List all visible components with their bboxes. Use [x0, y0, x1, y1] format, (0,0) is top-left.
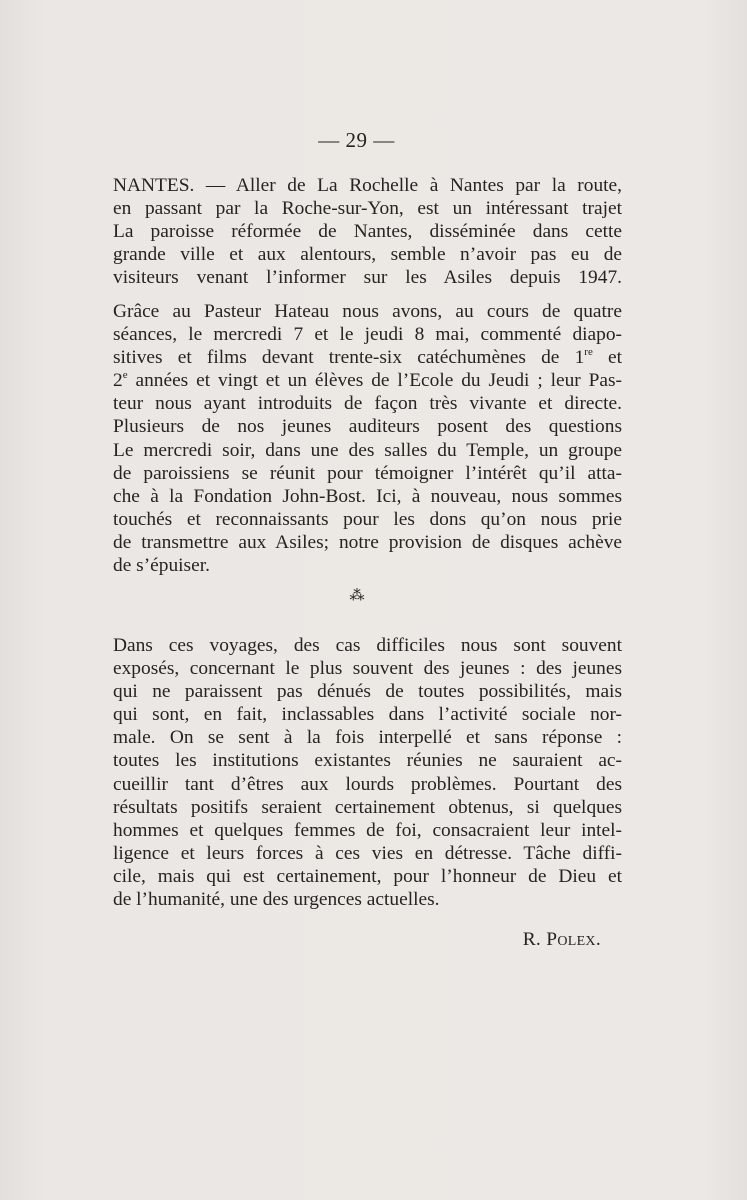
text-line: NANTES. — Aller de La Rochelle à Nantes par la route,	[113, 175, 622, 196]
text-line: toutes les institutions existantes réunies ne sauraient ac-	[113, 750, 622, 772]
text-line: de s’épuiser.	[113, 555, 210, 577]
text-line-with-superscript	[113, 369, 622, 392]
text-line: che à la Fondation John-Bost. Ici, à nouveau, nous sommes	[113, 485, 622, 507]
page-number: — 29 —	[318, 128, 395, 152]
text-line: séances, le mercredi 7 et le jeudi 8 mai, commenté diapo-	[113, 324, 622, 346]
text-line: Le mercredi soir, dans une des salles du Temple, un groupe	[113, 439, 622, 461]
text-line: teur nous ayant introduits de façon très vivante et directe.	[113, 393, 622, 415]
text-line: de transmettre aux Asiles; notre provision de disques achève	[113, 531, 622, 553]
text-segment: sitives et films devant trente-six catéchumènes de 1	[113, 347, 585, 369]
text-line-with-superscript	[113, 346, 622, 369]
text-line: visiteurs venant l’informer sur les Asiles depuis 1947.	[113, 267, 622, 289]
text-line: Plusieurs de nos jeunes auditeurs posent des questions	[113, 416, 622, 438]
text-segment: et	[592, 347, 622, 369]
text-line: La paroisse réformée de Nantes, disséminée dans cette	[113, 221, 622, 243]
text-line: qui ne paraissent pas dénués de toutes possibilités, mais	[113, 681, 622, 703]
text-line: de paroissiens se réunit pour témoigner l’intérêt qu’il atta-	[113, 462, 622, 484]
text-line: hommes et quelques femmes de foi, consacraient leur intel-	[113, 819, 622, 841]
text-line: Grâce au Pasteur Hateau nous avons, au cours de quatre	[113, 301, 622, 322]
text-line: de l’humanité, une des urgences actuelles.	[113, 889, 440, 911]
paragraph-voyages	[113, 634, 622, 911]
author-signature	[523, 928, 601, 951]
signature-initial: R.	[522, 929, 542, 950]
text-line: exposés, concernant le plus souvent des jeunes : des jeunes	[113, 658, 622, 680]
ordinal-superscript: re	[584, 346, 593, 359]
text-line: ligence et leurs forces à ces vies en détresse. Tâche diffi-	[113, 842, 622, 864]
text-line: touchés et reconnaissants pour les dons qu’on nous prie	[113, 508, 622, 530]
text-line: male. On se sent à la fois interpellé et sans réponse :	[113, 727, 622, 749]
asterism-ornament: ⁂	[349, 588, 365, 604]
text-line: qui sont, en fait, inclassables dans l’activité sociale nor-	[113, 704, 622, 726]
text-line: Dans ces voyages, des cas difficiles nous sont souvent	[113, 635, 622, 656]
ordinal-superscript: e	[122, 369, 128, 382]
text-line: cueillir tant d’êtres aux lourds problèmes. Pourtant des	[113, 773, 622, 795]
text-segment: années et vingt et un élèves de l’Ecole du Jeudi ; leur Pas-	[127, 370, 622, 392]
text-line: cile, mais qui est certainement, pour l’honneur de Dieu et	[113, 865, 622, 887]
text-line: résultats positifs seraient certainement obtenus, si quelques	[113, 796, 622, 818]
signature-name: Polex.	[546, 929, 601, 950]
text-segment: 2	[113, 370, 123, 392]
text-line: grande ville et aux alentours, semble n’avoir pas eu de	[113, 244, 622, 266]
text-line: en passant par la Roche-sur-Yon, est un intéressant trajet	[113, 198, 622, 220]
paragraph-nantes	[113, 174, 622, 289]
paragraph-grace	[113, 300, 622, 577]
